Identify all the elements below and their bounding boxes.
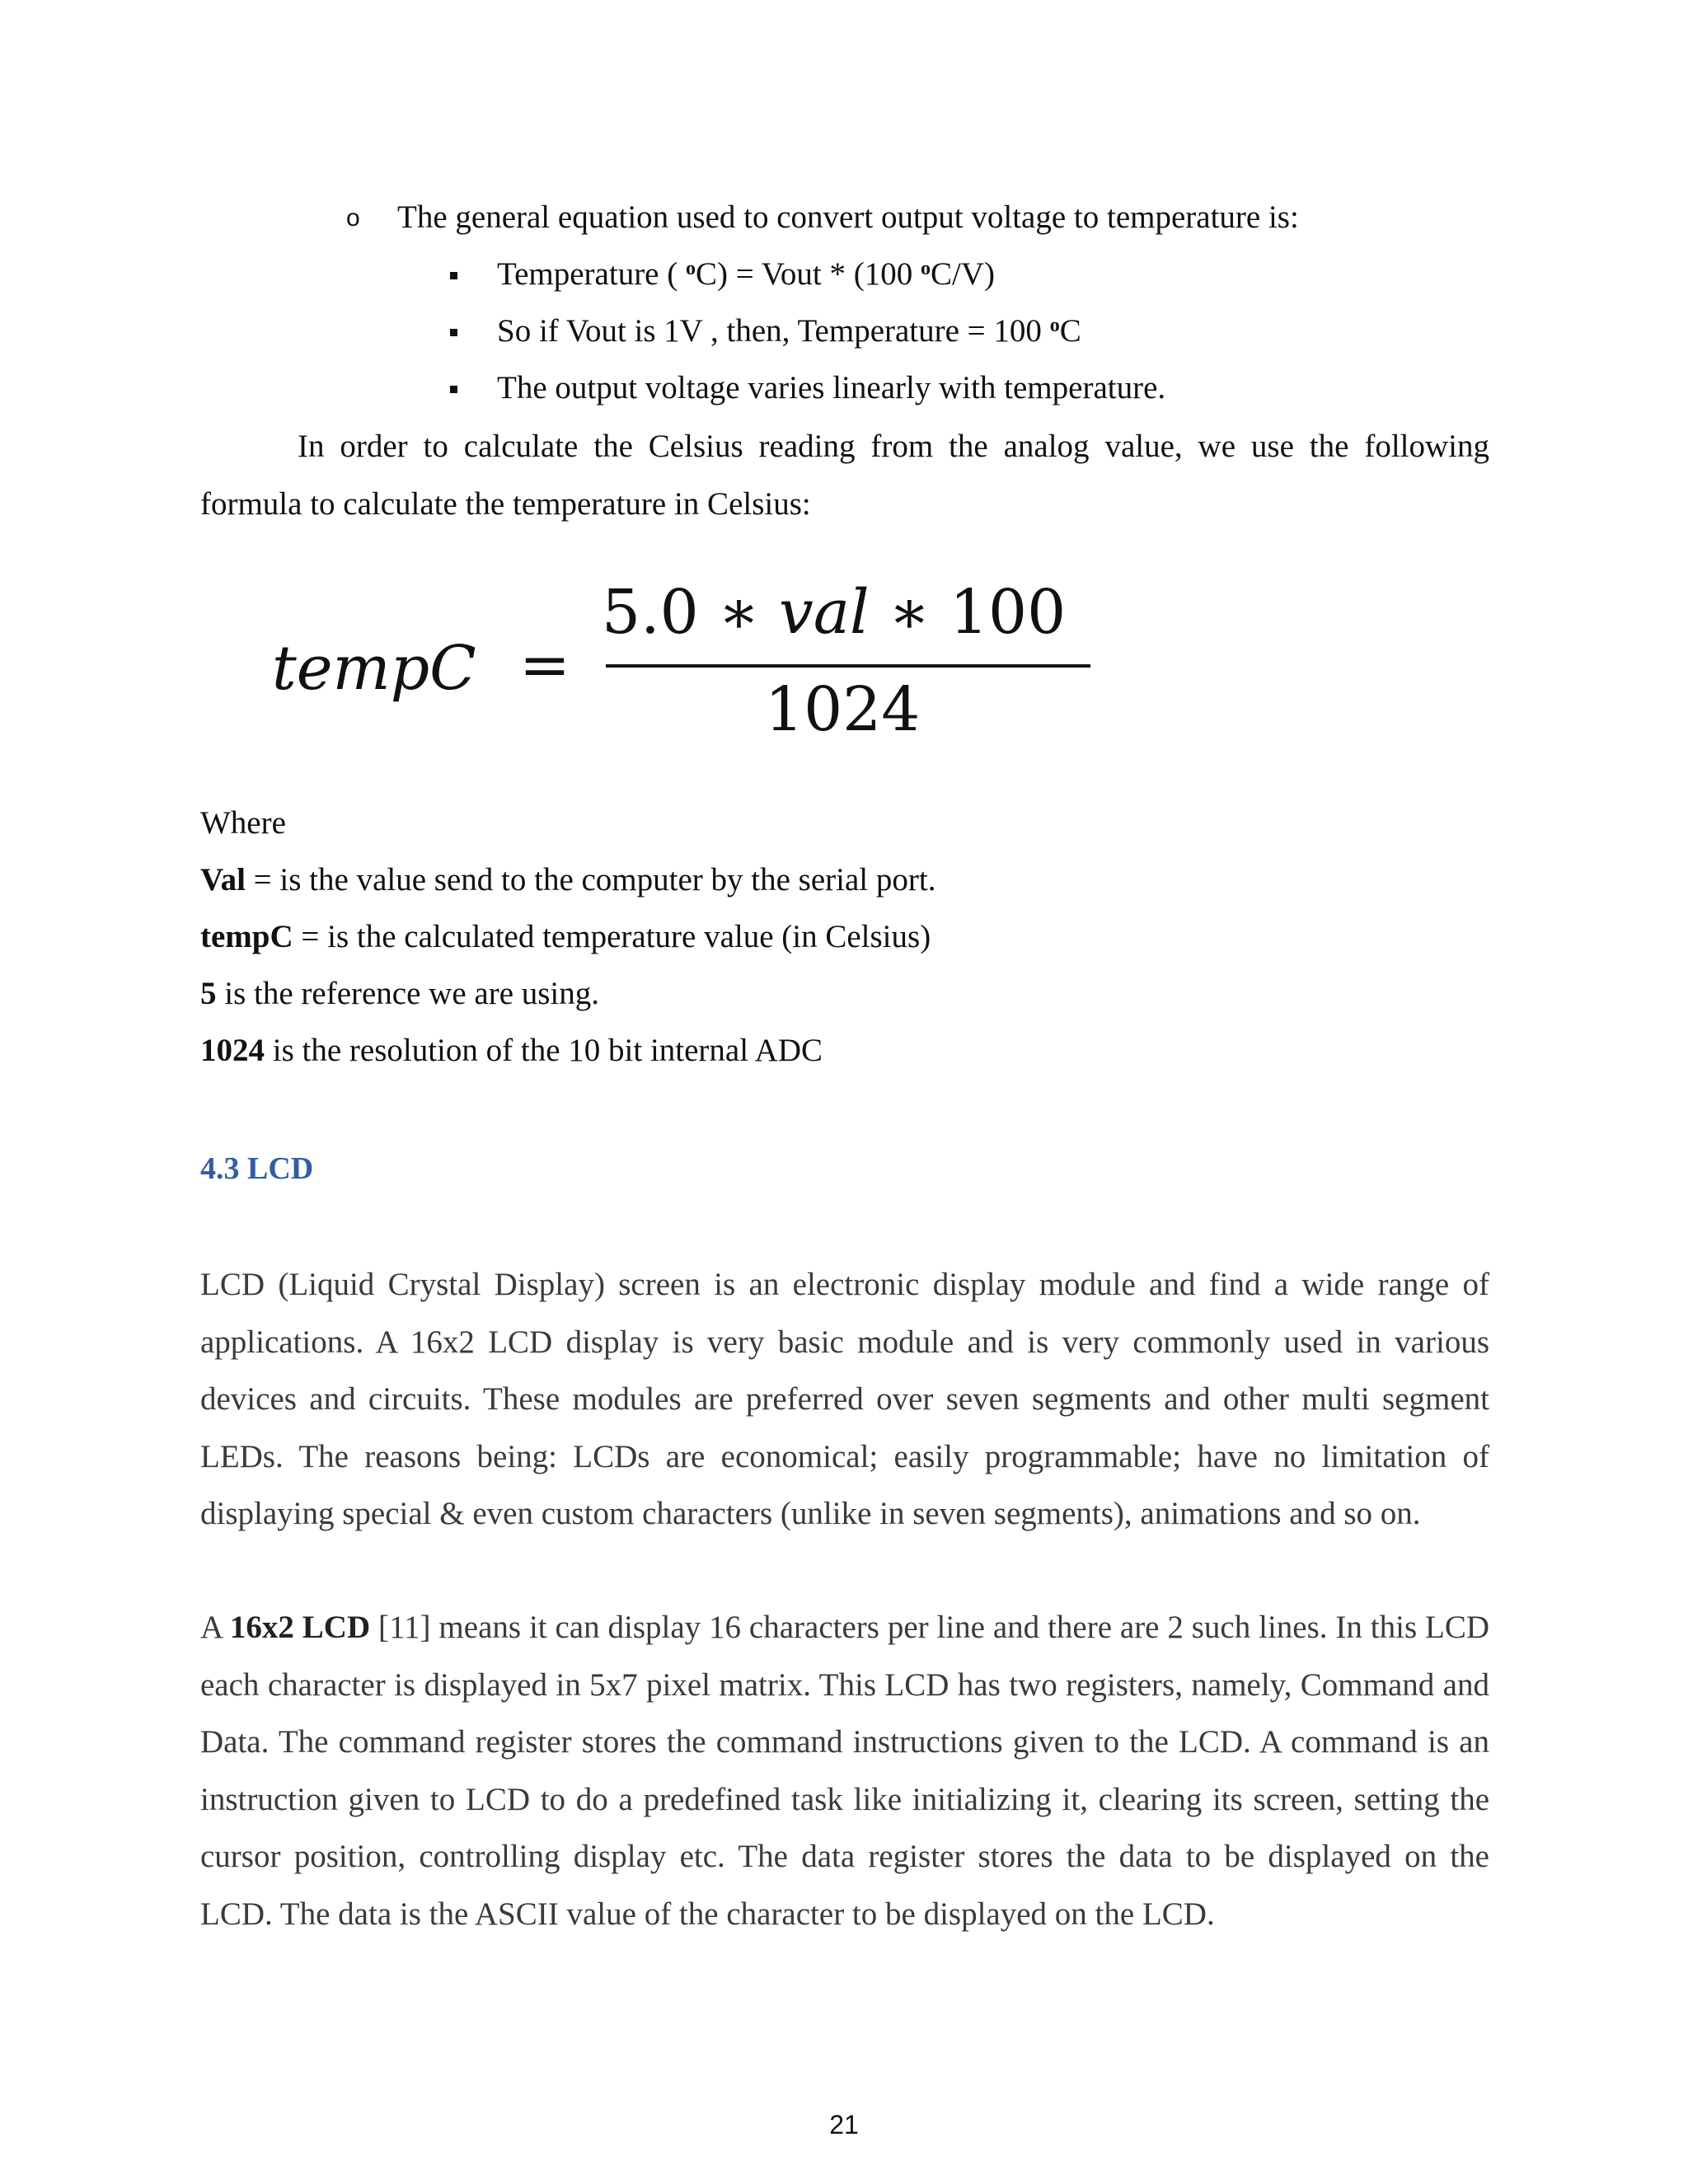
definition-desc: = is the calculated temperature value (in Celsius) [293, 919, 931, 954]
definition-term: 1024 [200, 1033, 265, 1068]
where-label: Where [200, 805, 286, 841]
bullet-sub-2-part: So if Vout is 1V , then, Temperature = 100 [497, 313, 1050, 349]
lcd-paragraph-2 [200, 1599, 1489, 1943]
bullet-sub-3 [497, 368, 1165, 408]
definition-term: 5 [200, 976, 217, 1011]
definition-term: Val [200, 862, 246, 898]
square-bullet-icon [450, 386, 457, 393]
definition-resolution [200, 1031, 823, 1071]
definition-val [200, 860, 935, 900]
square-bullet-icon [450, 329, 457, 336]
formula-equals: = [519, 630, 571, 701]
intro-paragraph: In order to calculate the Celsius reading from the analog value, we use the following formula to calculate the temperature in Celsius: [200, 429, 1489, 522]
fraction-bar [606, 664, 1090, 668]
numerator-part: ∗ 100 [869, 577, 1067, 648]
lcd-paragraph-1: LCD (Liquid Crystal Display) screen is an electronic display module and find a wide range of applications. A 16x2 LCD display is very basic module and is very commonly used in various devices and circuits. These modules are preferred over seven segments and other multi segment LEDs. The reasons being: LCDs are economical; easily programmable; have no limitation of displaying special & even custom characters (unlike in seven segments), animations and so on. [200, 1267, 1489, 1531]
bullet-sub-3-text: The output voltage varies linearly with temperature. [497, 370, 1166, 405]
temperature-formula [272, 577, 1113, 758]
definition-desc: = is the value send to the computer by the serial port. [245, 862, 936, 898]
formula-lhs: tempC [272, 633, 476, 704]
numerator-part: 5.0 ∗ [602, 577, 780, 648]
definition-reference [200, 974, 599, 1014]
definition-term: tempC [200, 919, 293, 954]
section-heading: 4.3 LCD [200, 1151, 314, 1186]
degree-mark: o [685, 258, 696, 279]
bullet-main-text: The general equation used to convert output voltage to temperature is: [397, 199, 1299, 235]
numerator-variable: val [779, 577, 870, 648]
bullet-sub-1-part: C) = Vout * (100 [695, 256, 921, 292]
page-number: 21 [829, 2110, 859, 2139]
para2-bold-term: 16x2 LCD [229, 1610, 371, 1645]
para2-text: A [200, 1610, 230, 1645]
bullet-sub-1-part: C/V) [930, 256, 995, 292]
bullet-sub-1-part: Temperature ( [497, 256, 686, 292]
degree-mark: o [920, 258, 931, 279]
definition-desc: is the reference we are using. [216, 976, 600, 1011]
bullet-sub-2-part: C [1059, 313, 1081, 349]
definition-desc: is the resolution of the 10 bit internal ADC [265, 1033, 823, 1068]
degree-mark: o [1049, 315, 1060, 336]
bullet-sub-2 [497, 312, 1081, 351]
formula-denominator: 1024 [765, 674, 921, 745]
square-bullet-icon [450, 272, 457, 279]
bullet-main [397, 198, 1299, 237]
para2-text: [11] means it can display 16 characters per line and there are 2 such lines. In this LCD each character is displayed in 5x7 pixel matrix. This LCD has two registers, namely, Command and Data. The command register stores the command instructions given to the LCD. A command is an instruction given to LCD to do a predefined task like initializing it, clearing its screen, setting the cursor position, controlling display etc. The data register stores the data to be displayed on the LCD. The data is the ASCII value of the character to be displayed on the LCD. [200, 1610, 1490, 1932]
definition-tempc [200, 917, 931, 957]
circle-bullet-icon: o [346, 204, 360, 232]
formula-numerator [602, 577, 1442, 648]
bullet-sub-1 [497, 255, 995, 294]
